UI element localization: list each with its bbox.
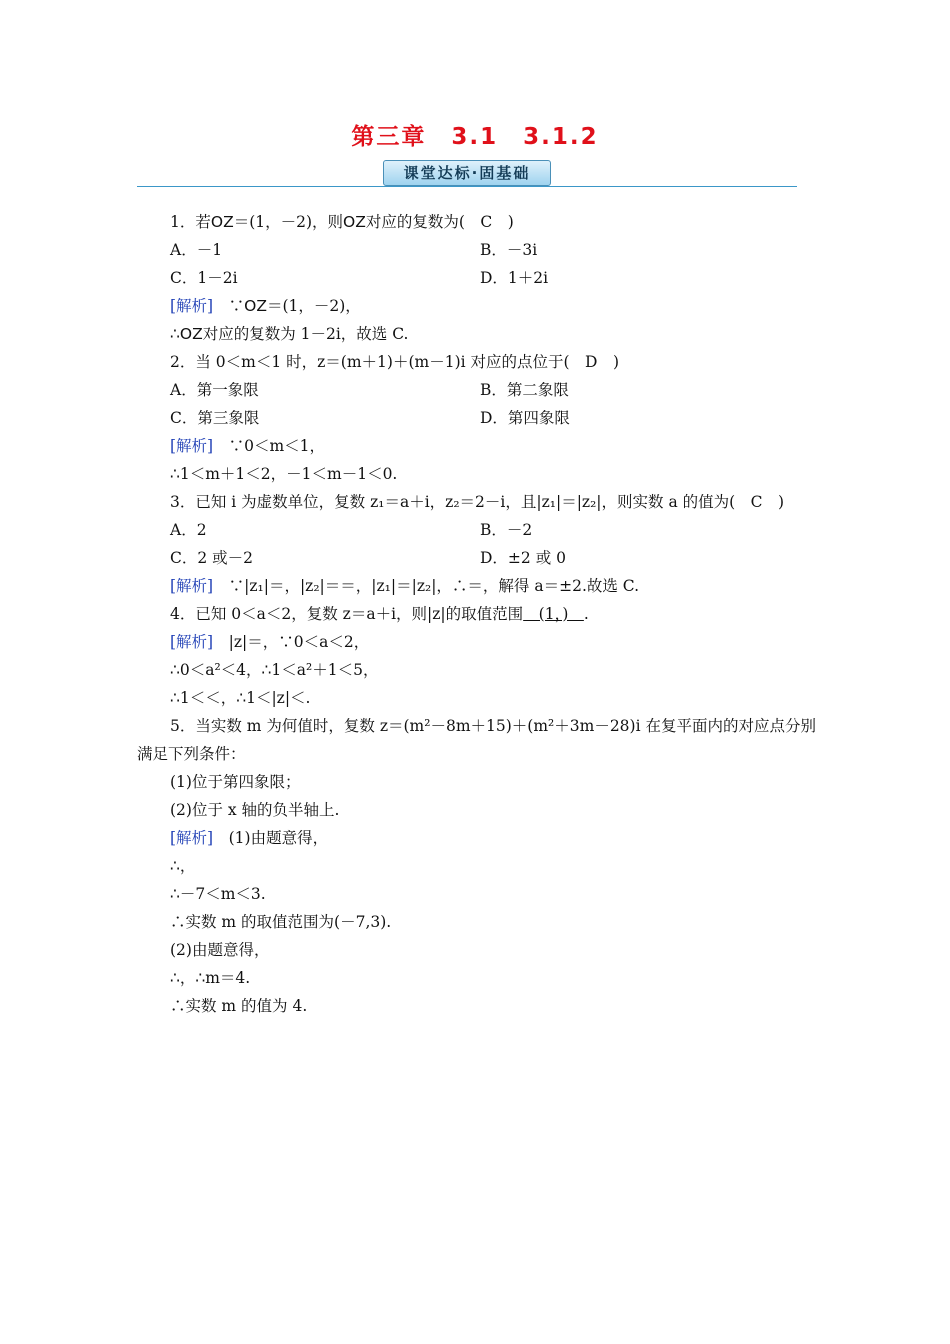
q1-option-a: A．－1	[170, 241, 223, 259]
solution-tag: [解析]	[170, 633, 214, 651]
q1-sol2-post: 对应的复数为 1－2i，故选 C.	[202, 325, 409, 343]
solution-tag: [解析]	[170, 577, 214, 595]
q2-stem: 2．当 0＜m＜1 时，z＝(m＋1)＋(m－1)i 对应的点位于( D )	[170, 353, 620, 371]
q1-stem-post: 对应的复数为( C )	[365, 213, 514, 231]
q5-part-1: (1)位于第四象限；	[170, 773, 301, 791]
q4-solution-1	[137, 628, 827, 656]
q3-solution-1	[137, 572, 827, 600]
q1-vector-3: OZ	[244, 297, 267, 315]
q2-option-c: C．第三象限	[170, 409, 260, 427]
section-banner: 课堂达标·固基础	[383, 160, 551, 186]
q2-sol1: ∵0＜m＜1，	[228, 437, 326, 455]
solution-tag: [解析]	[170, 437, 214, 455]
q5-solution-2: ∴，	[170, 857, 196, 875]
q2-solution-1	[137, 432, 827, 460]
q1-stem-mid: ＝(1，－2)，则	[233, 213, 344, 231]
q1-sol1-pre: ∵	[228, 297, 245, 315]
q1-solution-1	[137, 292, 827, 320]
q2-option-b: B．第二象限	[480, 381, 569, 399]
q1-option-c: C．1－2i	[170, 269, 238, 287]
q3-sol1: ∵|z₁|＝，|z₂|＝＝，|z₁|＝|z₂|，∴＝，解得 a＝±2.故选 C.	[228, 577, 640, 595]
q1-vector-2: OZ	[343, 213, 366, 231]
q4-solution-3: ∴1＜＜，∴1＜|z|＜.	[170, 689, 311, 707]
q4-stem	[137, 600, 827, 628]
q4-solution-2: ∴0＜a²＜4，∴1＜a²＋1＜5，	[170, 661, 379, 679]
page-title: 第三章 3.1 3.1.2	[351, 124, 599, 150]
q1-vector: OZ	[210, 213, 234, 231]
q2-options-cd	[137, 404, 827, 432]
q2-options-ab	[137, 376, 827, 404]
exercise-content	[137, 208, 827, 1020]
q5-solution-6: ∴，∴m＝4.	[170, 969, 251, 987]
q4-stem-post: .	[583, 605, 589, 623]
solution-tag: [解析]	[170, 297, 214, 315]
q3-options-cd	[137, 544, 827, 572]
q1-sol1-post: ＝(1，－2)，	[266, 297, 361, 315]
q5-solution-7: ∴实数 m 的值为 4.	[170, 997, 308, 1015]
q1-options-cd	[137, 264, 827, 292]
q1-option-b: B．－3i	[480, 241, 538, 259]
q5-stem-2: 满足下列条件：	[137, 745, 246, 763]
q4-sol1: |z|＝，∵0＜a＜2，	[228, 633, 370, 651]
q5-sol1: (1)由题意得，	[228, 829, 329, 847]
q5-part-2: (2)位于 x 轴的负半轴上.	[170, 801, 340, 819]
q5-solution-5: (2)由题意得，	[170, 941, 270, 959]
q1-vector-4: OZ	[179, 325, 203, 343]
q4-answer-blank: (1，)	[523, 605, 584, 623]
q3-option-d: D．±2 或 0	[480, 549, 566, 567]
q1-option-d: D．1＋2i	[480, 269, 549, 287]
q1-stem-pre: 1．若	[170, 213, 211, 231]
q2-option-d: D．第四象限	[480, 409, 570, 427]
q4-stem-pre: 4．已知 0＜a＜2，复数 z＝a＋i，则|z|的取值范围	[170, 605, 524, 623]
q3-stem: 3．已知 i 为虚数单位，复数 z₁＝a＋i，z₂＝2－i，且|z₁|＝|z₂|，则实数 a 的值为( C )	[170, 493, 785, 511]
q5-solution-3: ∴－7＜m＜3.	[170, 885, 266, 903]
q1-sol2-pre: ∴	[170, 325, 180, 343]
q1-options-ab	[137, 236, 827, 264]
q5-solution-4: ∴实数 m 的取值范围为(－7,3).	[170, 913, 392, 931]
header-divider	[137, 186, 797, 187]
q1-solution-2	[137, 320, 827, 348]
q3-option-c: C．2 或－2	[170, 549, 254, 567]
q2-solution-2: ∴1＜m＋1＜2，－1＜m－1＜0.	[170, 465, 398, 483]
q3-option-b: B．－2	[480, 521, 533, 539]
solution-tag: [解析]	[170, 829, 214, 847]
q5-solution-1	[137, 824, 827, 852]
q5-stem-1: 5．当实数 m 为何值时，复数 z＝(m²－8m＋15)＋(m²＋3m－28)i 在复平面内的对应点分别	[170, 717, 816, 735]
q1-stem	[137, 208, 827, 236]
q3-option-a: A．2	[170, 521, 207, 539]
q2-option-a: A．第一象限	[170, 381, 259, 399]
q3-options-ab	[137, 516, 827, 544]
